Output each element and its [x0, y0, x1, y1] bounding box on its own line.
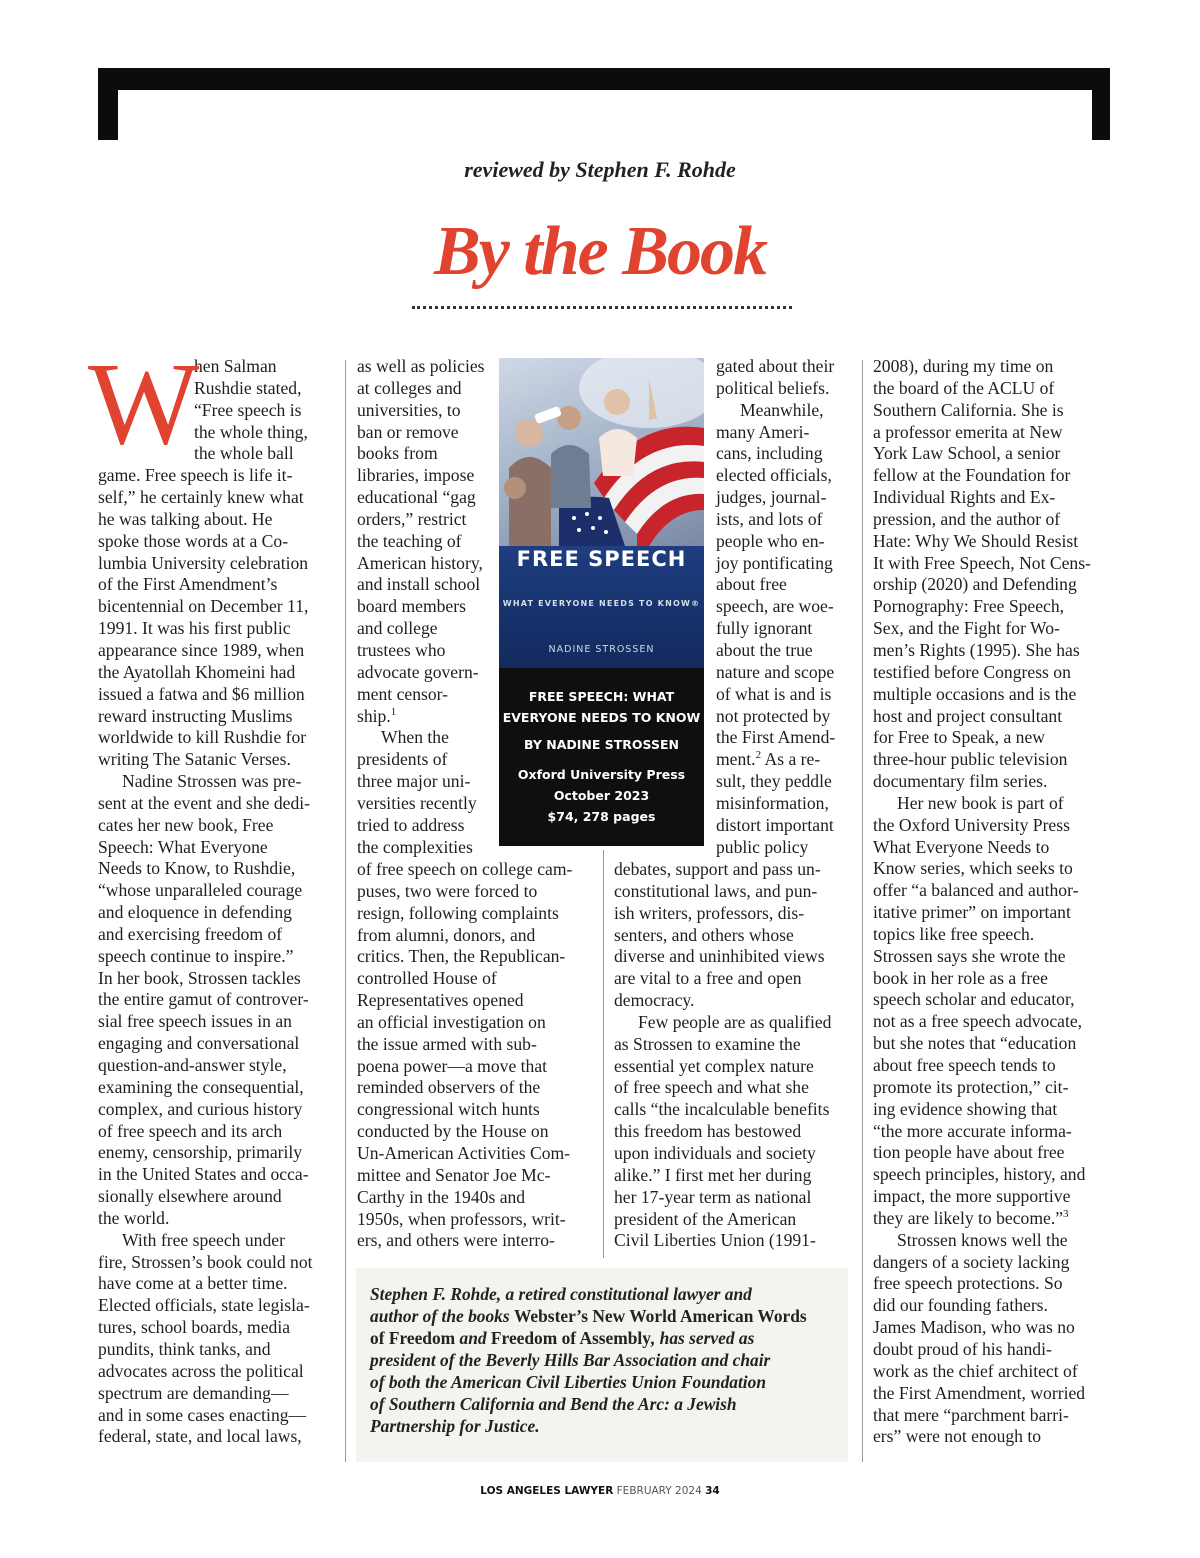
- book-title-1-cont: of Freedom: [370, 1328, 456, 1348]
- caption-title-line-1: FREE SPEECH: WHAT: [528, 689, 675, 704]
- text-line: and exercising freedom of: [98, 923, 283, 944]
- text-line: about the true: [716, 639, 813, 660]
- bio-line: of both the American Civil Liberties Union Foundation: [370, 1372, 767, 1392]
- text-line: examining the consequential,: [98, 1076, 304, 1097]
- text-line: people who en-: [716, 530, 825, 551]
- text-line: ish writers, professors, dis-: [614, 902, 805, 923]
- text-line: speech continue to inspire.”: [98, 945, 294, 966]
- text-line: tures, school boards, media: [98, 1317, 291, 1338]
- text-line: worldwide to kill Rushdie for: [98, 727, 307, 748]
- text-line: spectrum are demanding—: [98, 1382, 289, 1403]
- text-line: multiple occasions and is the: [873, 683, 1077, 704]
- text-line: Elected officials, state legisla-: [98, 1295, 310, 1316]
- text-line: the First Amendment, worried: [873, 1382, 1086, 1403]
- text-line: have come at a better time.: [98, 1273, 288, 1294]
- text-line: speech scholar and educator,: [873, 989, 1075, 1010]
- text-line: did our founding fathers.: [873, 1295, 1048, 1316]
- text-line: Civil Liberties Union (1991-: [614, 1230, 816, 1251]
- footnote-marker: 1: [390, 705, 397, 718]
- column-3-top: [716, 356, 856, 858]
- text-line: ment censor-: [357, 683, 449, 704]
- text-line: the complexities: [357, 836, 473, 857]
- text-line: hen Salman: [194, 356, 277, 376]
- text-line: not as a free speech advocate,: [873, 1011, 1083, 1032]
- text-line: itative primer” on important: [873, 902, 1071, 923]
- text-line: “Free speech is: [194, 399, 302, 420]
- frame-left-bracket: [98, 68, 118, 140]
- text-line: fellow at the Foundation for: [873, 465, 1071, 486]
- text-line: ers” were not enough to: [873, 1426, 1042, 1447]
- cover-subtitle: WHAT EVERYONE NEEDS TO KNOW®: [502, 599, 701, 608]
- text-line: in the United States and occa-: [98, 1164, 309, 1185]
- text-line: essential yet complex nature: [614, 1055, 814, 1076]
- cover-title: FREE SPEECH: [516, 547, 687, 571]
- text-line: self,” he certainly knew what: [98, 487, 304, 508]
- text-line: Pornography: Free Speech,: [873, 596, 1065, 617]
- text-line: ing evidence showing that: [873, 1098, 1058, 1119]
- text-line: three-hour public television: [873, 749, 1068, 770]
- column-divider-1: [345, 360, 346, 1462]
- text-line: the whole thing,: [194, 421, 308, 442]
- text-line: sionally elsewhere around: [98, 1186, 282, 1207]
- text-line: a professor emerita at New: [873, 421, 1063, 442]
- text-line: at colleges and: [357, 377, 462, 398]
- column-4: [873, 356, 1113, 1448]
- text-line: tried to address: [357, 814, 465, 835]
- text-line: of free speech on college cam-: [357, 859, 573, 879]
- text-line: the whole ball: [194, 443, 294, 464]
- byline: reviewed by Stephen F. Rohde: [464, 157, 736, 182]
- text-line: the First Amend-: [716, 727, 836, 748]
- caption-title-line-2: EVERYONE NEEDS TO KNOW: [502, 710, 701, 725]
- caption-author: BY NADINE STROSSEN: [524, 737, 679, 752]
- text-line: of what is and is: [716, 683, 832, 704]
- text-line: men’s Rights (1995). She has: [873, 639, 1080, 660]
- caption-date: October 2023: [553, 788, 650, 803]
- text-line: her 17-year term as national: [614, 1186, 812, 1207]
- text-line: an official investigation on: [357, 1011, 546, 1032]
- text-line: the issue armed with sub-: [357, 1033, 537, 1054]
- cover-crowd-flag-illustration: [499, 358, 704, 546]
- text-line: of the First Amendment’s: [98, 574, 278, 595]
- text-line: and eloquence in defending: [98, 902, 292, 923]
- text-line: the Oxford University Press: [873, 814, 1070, 835]
- text-line: board members: [357, 596, 466, 617]
- text-line: sent at the event and she dedi-: [98, 792, 311, 813]
- text-line: writing The Satanic Verses.: [98, 749, 291, 770]
- text-line: democracy.: [614, 990, 695, 1011]
- text-line: for Free to Speak, a new: [873, 727, 1045, 748]
- bio-line: president of the Beverly Hills Bar Association and chair: [370, 1350, 771, 1370]
- text-line: political beliefs.: [716, 377, 830, 398]
- page-footer: [0, 1485, 1200, 1497]
- text-line: impact, the more supportive: [873, 1186, 1071, 1207]
- column-divider-3: [862, 360, 863, 1462]
- text-line: about free: [716, 574, 787, 595]
- column-3-bottom: [614, 859, 854, 1252]
- top-frame-bar: [98, 68, 1110, 90]
- text-line: joy pontificating: [716, 552, 833, 573]
- text-line: James Madison, who was no: [873, 1317, 1075, 1338]
- text-line: speech principles, history, and: [873, 1164, 1086, 1185]
- text-line: “whose unparalleled courage: [98, 880, 303, 901]
- bio-line: Stephen F. Rohde, a retired constitutional lawyer and: [370, 1284, 752, 1304]
- text-line: as Strossen to examine the: [614, 1033, 801, 1054]
- text-line: diverse and uninhibited views: [614, 946, 825, 967]
- text-line: mittee and Senator Joe Mc-: [357, 1164, 551, 1185]
- text-line: Rushdie stated,: [194, 377, 302, 398]
- text-line: puses, two were forced to: [357, 880, 538, 901]
- text-line: Few people are as qualified: [638, 1011, 832, 1032]
- text-line: federal, state, and local laws,: [98, 1426, 302, 1447]
- text-line: speech, are woe-: [716, 596, 834, 617]
- text-line: the world.: [98, 1207, 170, 1228]
- text-line: spoke those words at a Co-: [98, 530, 289, 551]
- frame-right-bracket: [1092, 68, 1110, 140]
- text-line: and install school: [357, 574, 481, 595]
- column-divider-2: [603, 850, 604, 1258]
- text-line: It with Free Speech, Not Cens-: [873, 552, 1091, 573]
- text-line: Carthy in the 1940s and: [357, 1186, 526, 1207]
- text-line: advocates across the political: [98, 1360, 304, 1381]
- text-line: congressional witch hunts: [357, 1099, 540, 1120]
- text-line: presidents of: [357, 749, 448, 770]
- text-line: Strossen says she wrote the: [873, 945, 1066, 966]
- text-line: are vital to a free and open: [614, 968, 802, 989]
- text-line: not protected by: [716, 705, 831, 726]
- text-line: Know series, which seeks to: [873, 858, 1073, 879]
- text-line: about free speech tends to: [873, 1055, 1056, 1075]
- text-line: versities recently: [357, 792, 477, 813]
- text-line: public policy: [716, 836, 809, 857]
- text-line: When the: [381, 727, 449, 748]
- book-title-2: Freedom of Assembly: [490, 1328, 651, 1348]
- text-line: topics like free speech.: [873, 923, 1035, 944]
- text-line: calls “the incalculable benefits: [614, 1099, 830, 1120]
- text-line: of free speech and what she: [614, 1077, 809, 1098]
- text-line: they are likely to become.”$^3$: [873, 1207, 1069, 1228]
- text-line: offer “a balanced and author-: [873, 880, 1079, 901]
- text-line: debates, support and pass un-: [614, 859, 821, 879]
- text-line: pundits, think tanks, and: [98, 1338, 271, 1359]
- book-cover-box: [499, 358, 704, 846]
- text-line: Strossen knows well the: [897, 1229, 1068, 1250]
- text-line: testified before Congress on: [873, 661, 1071, 682]
- text-line: ists, and lots of: [716, 508, 823, 529]
- text-line: of free speech and its arch: [98, 1120, 283, 1141]
- cover-author: NADINE STROSSEN: [548, 644, 655, 655]
- text-line: pression, and the author of: [873, 508, 1061, 529]
- text-line: “the more accurate informa-: [873, 1120, 1072, 1141]
- text-line: he was talking about. He: [98, 508, 273, 529]
- text-line: trustees who: [357, 639, 446, 660]
- text-line: game. Free speech is life it-: [98, 465, 293, 486]
- text-line: orship (2020) and Defending: [873, 574, 1077, 595]
- text-line: Her new book is part of: [897, 792, 1064, 813]
- text-line: complex, and curious history: [98, 1098, 303, 1119]
- text-line: doubt proud of his handi-: [873, 1338, 1052, 1359]
- text-line: Un-American Activities Com-: [357, 1142, 571, 1163]
- caption-price: $74, 278 pages: [547, 809, 656, 824]
- text-line: misinformation,: [716, 792, 829, 813]
- text-line: cates her new book, Free: [98, 814, 274, 835]
- text-line: resign, following complaints: [357, 902, 559, 923]
- text-line: advocate govern-: [357, 661, 479, 682]
- text-line: Hate: Why We Should Resist: [873, 530, 1079, 551]
- footnote-marker: 2: [755, 749, 762, 762]
- text-line: as well as policies: [357, 356, 485, 376]
- bio-line: Partnership for Justice.: [370, 1416, 540, 1436]
- text-line: bicentennial on December 11,: [98, 596, 309, 617]
- text-line: Southern California. She is: [873, 399, 1064, 420]
- text-line: ers, and others were interro-: [357, 1230, 555, 1251]
- text-line: controlled House of: [357, 968, 497, 989]
- text-line: from alumni, donors, and: [357, 924, 536, 945]
- text-line: judges, journal-: [716, 487, 827, 508]
- text-line: promote its protection,” cit-: [873, 1076, 1069, 1097]
- text-line: upon individuals and society: [614, 1142, 816, 1163]
- text-line: universities, to: [357, 399, 461, 420]
- text-line: lumbia University celebration: [98, 552, 309, 573]
- text-line: books from: [357, 443, 438, 464]
- text-line: With free speech under: [122, 1229, 285, 1250]
- footer-page-number: 34: [705, 1485, 720, 1497]
- text-line: What Everyone Needs to: [873, 836, 1050, 857]
- column-1: [88, 338, 336, 1448]
- text-line: ment.$^2$ As a re-: [716, 749, 821, 770]
- text-line: that mere “parchment barri-: [873, 1404, 1069, 1425]
- caption-publisher: Oxford University Press: [517, 767, 686, 782]
- text-line: reminded observers of the: [357, 1077, 541, 1098]
- text-line: tion people have about free: [873, 1142, 1065, 1163]
- book-title-1: Webster’s New World American Words: [513, 1306, 807, 1326]
- footer-issue: FEBRUARY 2024: [616, 1485, 702, 1497]
- text-line: critics. Then, the Republican-: [357, 946, 566, 967]
- footnote-marker: 3: [1063, 1208, 1069, 1221]
- text-line: and in some cases enacting—: [98, 1404, 307, 1425]
- text-line: Sex, and the Fight for Wo-: [873, 618, 1060, 639]
- text-line: In her book, Strossen tackles: [98, 967, 301, 988]
- footer-magazine: LOS ANGELES LAWYER: [480, 1485, 614, 1497]
- text-line: host and project consultant: [873, 705, 1063, 726]
- text-line: book in her role as a free: [873, 967, 1048, 988]
- text-line: Representatives opened: [357, 990, 524, 1011]
- dropcap-letter: W: [88, 338, 200, 469]
- text-line: and college: [357, 618, 438, 639]
- text-line: educational “gag: [357, 487, 476, 508]
- text-line: the teaching of: [357, 530, 462, 551]
- text-line: 1991. It was his first public: [98, 618, 291, 639]
- text-line: sult, they peddle: [716, 771, 832, 792]
- text-line: Individual Rights and Ex-: [873, 487, 1056, 508]
- title-dotted-rule: [412, 306, 792, 309]
- text-line: distort important: [716, 814, 834, 835]
- text-line: elected officials,: [716, 465, 832, 486]
- text-line: ban or remove: [357, 421, 459, 442]
- text-line: fully ignorant: [716, 618, 813, 639]
- page-title: By the Book: [434, 213, 766, 290]
- text-line: American history,: [357, 552, 483, 573]
- text-line: three major uni-: [357, 771, 471, 792]
- text-line: the entire gamut of controver-: [98, 989, 309, 1010]
- text-line: enemy, censorship, primarily: [98, 1142, 303, 1163]
- column-2-bottom: [357, 859, 597, 1252]
- text-line: reward instructing Muslims: [98, 705, 293, 726]
- text-line: 2008), during my time on: [873, 356, 1054, 376]
- text-line: president of the American: [614, 1208, 797, 1229]
- text-line: engaging and conversational: [98, 1033, 300, 1054]
- text-line: constitutional laws, and pun-: [614, 880, 818, 901]
- bio-line: author of the books Webster’s New World American Words: [370, 1306, 807, 1326]
- text-line: poena power—a move that: [357, 1055, 548, 1076]
- text-line: Nadine Strossen was pre-: [122, 771, 302, 792]
- text-line: fire, Strossen’s book could not: [98, 1251, 313, 1272]
- text-line: nature and scope: [716, 661, 835, 682]
- text-line: dangers of a society lacking: [873, 1251, 1070, 1272]
- text-line: 1950s, when professors, writ-: [357, 1208, 566, 1229]
- text-line: the board of the ACLU of: [873, 377, 1055, 398]
- text-line: question-and-answer style,: [98, 1055, 287, 1075]
- text-line: York Law School, a senior: [873, 443, 1061, 464]
- text-line: conducted by the House on: [357, 1121, 549, 1142]
- text-line: appearance since 1989, when: [98, 639, 305, 660]
- text-line: work as the chief architect of: [873, 1360, 1078, 1381]
- text-line: ship.$^1$: [357, 705, 397, 726]
- column-2-top: [357, 356, 499, 858]
- text-line: free speech protections. So: [873, 1273, 1063, 1294]
- text-line: this freedom has bestowed: [614, 1121, 802, 1142]
- text-line: Meanwhile,: [740, 399, 824, 420]
- text-line: orders,” restrict: [357, 508, 467, 529]
- text-line: many Ameri-: [716, 421, 810, 442]
- text-line: the Ayatollah Khomeini had: [98, 661, 296, 682]
- text-line: Speech: What Everyone: [98, 836, 268, 857]
- author-bio-box: [356, 1268, 848, 1462]
- text-line: cans, including: [716, 443, 823, 464]
- text-line: libraries, impose: [357, 465, 475, 486]
- bio-line: of Southern California and Bend the Arc: a Jewish: [370, 1394, 737, 1414]
- text-line: sial free speech issues in an: [98, 1011, 292, 1032]
- cover-photo: [499, 358, 704, 546]
- text-line: Needs to Know, to Rushdie,: [98, 858, 296, 879]
- text-line: issued a fatwa and $6 million: [98, 683, 305, 704]
- text-line: but she notes that “education: [873, 1033, 1077, 1054]
- bio-line: of Freedom and Freedom of Assembly, has served as: [370, 1328, 755, 1348]
- text-line: alike.” I first met her during: [614, 1164, 812, 1185]
- text-line: documentary film series.: [873, 771, 1048, 792]
- text-line: gated about their: [716, 356, 835, 376]
- text-line: senters, and others whose: [614, 924, 794, 945]
